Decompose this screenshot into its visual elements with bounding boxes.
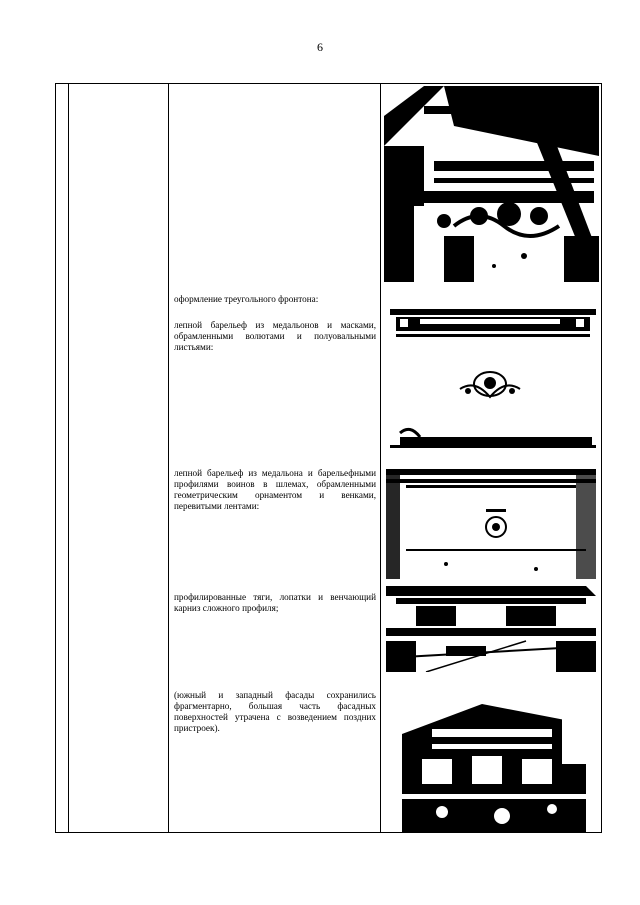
description-row: лепной барельеф из медальонов и масками, обрамленными волютами и полуовальными листьями:	[174, 320, 376, 352]
pediment-medallion-photo	[386, 469, 596, 579]
pediment-medallion-photo	[390, 309, 596, 459]
object-table	[55, 83, 602, 833]
building-facade-photo	[384, 86, 599, 282]
cornice-photo	[386, 586, 596, 672]
building-facade-photo	[402, 704, 586, 832]
table-column-divider	[168, 84, 169, 832]
description-row: (южный и западный фасады сохранились фрагментарно, большая часть фасадных поверхностей утрачена с возведением поздних пристроек).	[174, 690, 376, 733]
table-column-divider	[380, 84, 381, 832]
description-row: лепной барельеф из медальона и барельефными профилями воинов в шлемах, обрамленными геометрическим орнаментом и венками, перевитыми лентами:	[174, 468, 376, 511]
table-column-divider	[68, 84, 69, 832]
description-row: оформление треугольного фронтона:	[174, 294, 319, 304]
page-number: 6	[317, 40, 323, 54]
description-row: профилированные тяги, лопатки и венчающий карниз сложного профиля;	[174, 592, 376, 613]
